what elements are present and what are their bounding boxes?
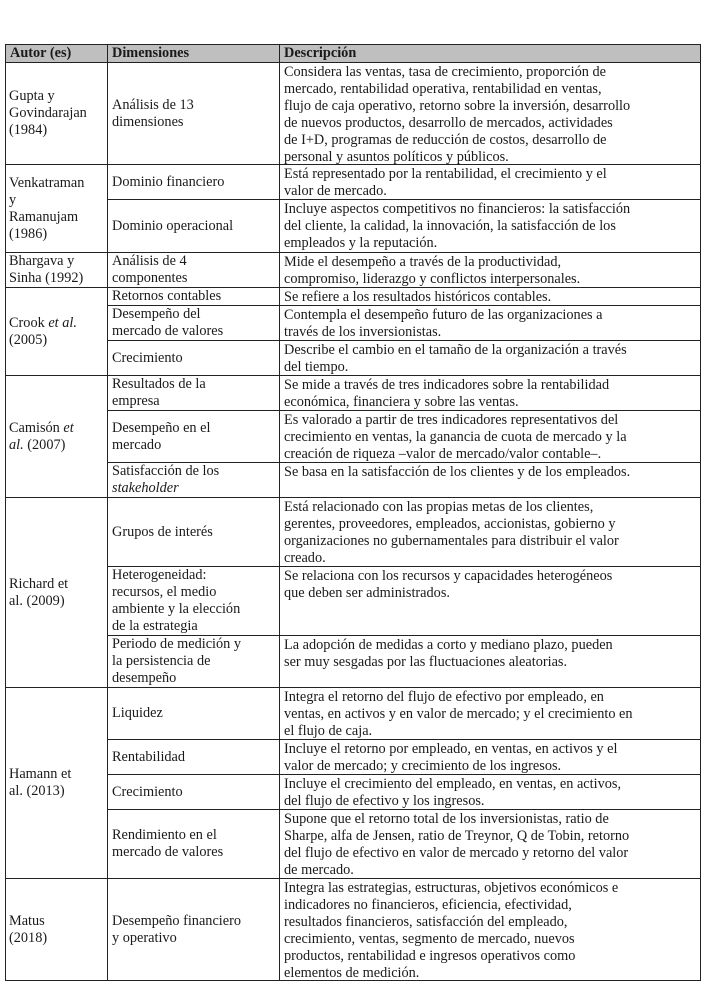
dimension-text [112,306,275,340]
dimension-text [112,288,275,305]
dimension-cell [107,164,280,200]
dimension-text [112,97,275,131]
dimension-text [112,636,275,687]
author-part: Camisón [9,419,64,436]
dimension-label: Satisfacción de los [112,463,220,479]
description-cell: Se basa en la satisfacción de los clientes y de los empleados. [279,462,701,498]
dimension-label: Crecimiento [112,349,183,366]
description-cell: Está relacionado con las propias metas de los clientes, gerentes, proveedores, empleados, accionistas, gobierno y organizaciones no gubernamentales para distribuir el valor creado. [279,497,701,567]
description-cell: Mide el desempeño a través de la productividad, compromiso, liderazgo y conflictos interpersonales. [279,252,701,288]
description-cell: Incluye aspectos competitivos no financieros: la satisfacción del cliente, la calidad, la innovación, la satisfacción de los empleados y la reputación. [279,199,701,253]
author-cell [5,878,108,981]
dimension-cell [107,340,280,376]
author-part: Matus (2018) [9,912,48,946]
author-part: Bhargava y Sinha (1992) [9,253,84,286]
dimension-cell [107,739,280,775]
dimension-text [112,463,275,497]
author-text [9,576,103,610]
author-part: Hamann et al. (2013) [9,766,72,799]
dimension-italic: stakeholder [112,480,179,496]
author-text [9,315,103,349]
author-part: Gupta y Govindarajan (1984) [9,88,87,138]
description-cell: Se relaciona con los recursos y capacidades heterogéneos que deben ser administrados. [279,566,701,636]
dimension-cell [107,878,280,981]
dimension-text [112,524,275,541]
dimension-cell [107,62,280,165]
dimension-label: Análisis de 4 componentes [112,253,188,286]
author-cell [5,287,108,376]
description-cell: Considera las ventas, tasa de crecimiento, proporción de mercado, rentabilidad operativa, rentabilidad en ventas, flujo de caja operativo, retorno sobre la inversión, desarrollo de nuevos productos, desarrollo de mercados, actividades de I+D, programas de reducción de costos, desarrollo de personal y asuntos políticos y públicos. [279,62,701,165]
dimension-cell [107,305,280,341]
header-dimensions: Dimensiones [107,44,280,63]
author-text [9,175,103,243]
header-description: Descripción [279,44,701,63]
dimension-label: Retornos contables [112,288,222,304]
dimension-label: Desempeño del mercado de valores [112,306,224,339]
description-cell: Supone que el retorno total de los inversionistas, ratio de Sharpe, alfa de Jensen, ratio de Treynor, Q de Tobin, retorno del flujo de efectivo en valor de mercado y retorno del valor de mercado. [279,809,701,879]
author-text [9,766,103,800]
dimension-text [112,827,275,861]
description-cell: La adopción de medidas a corto y mediano plazo, pueden ser muy sesgadas por las fluctuaciones aleatorias. [279,635,701,688]
dimension-label: Heterogeneidad: recursos, el medio ambiente y la elección de la estrategia [112,567,241,634]
dimension-label: Desempeño financiero y operativo [112,912,242,946]
dimension-label: Desempeño en el mercado [112,419,211,453]
dimension-text [112,913,275,947]
author-part: et al. [48,314,77,331]
dimension-text [112,376,275,410]
description-cell: Es valorado a partir de tres indicadores representativos del crecimiento en ventas, la ganancia de cuota de mercado y la creación de riqueza –valor de mercado/valor contable–. [279,410,701,463]
dimension-cell [107,462,280,498]
author-part: et al. [9,419,74,453]
dimension-cell [107,566,280,636]
dimension-cell [107,687,280,740]
dimension-text [112,705,275,722]
dimension-label: Periodo de medición y la persistencia de desempeño [112,636,242,686]
dimension-cell [107,635,280,688]
author-cell [5,687,108,879]
dimension-label: Dominio operacional [112,217,234,234]
dimension-text [112,749,275,766]
dimension-text [112,253,275,287]
dimension-cell [107,199,280,253]
author-cell [5,62,108,165]
author-part: (2005) [9,331,48,348]
author-part: Venkatraman y Ramanujam (1986) [9,174,85,242]
author-text [9,420,103,454]
description-cell: Está representado por la rentabilidad, el crecimiento y el valor de mercado. [279,164,701,200]
author-part: Richard et al. (2009) [9,575,69,609]
description-cell: Describe el cambio en el tamaño de la organización a través del tiempo. [279,340,701,376]
description-cell: Se mide a través de tres indicadores sobre la rentabilidad económica, financiera y sobre las ventas. [279,375,701,411]
dimension-text [112,350,275,367]
author-part: (2007) [23,436,66,453]
dimension-label: Liquidez [112,705,163,721]
author-text [9,913,103,947]
dimension-text [112,567,275,635]
dimension-cell [107,774,280,810]
description-cell: Integra el retorno del flujo de efectivo por empleado, en ventas, en activos y en valor de mercado; y el crecimiento en el flujo de caja. [279,687,701,740]
author-cell [5,497,108,688]
dimension-label: Grupos de interés [112,523,213,540]
dimension-cell [107,809,280,879]
author-cell [5,164,108,253]
author-text [9,253,103,287]
description-cell: Se refiere a los resultados históricos contables. [279,287,701,306]
author-cell [5,252,108,288]
dimension-cell [107,410,280,463]
author-text [9,88,103,139]
dimension-text [112,784,275,801]
dimension-label: Crecimiento [112,783,183,800]
author-part: Crook [9,314,49,331]
dimension-cell [107,375,280,411]
author-cell [5,375,108,498]
dimension-label: Resultados de la empresa [112,376,206,409]
dimension-text [112,218,275,235]
dimension-text [112,174,275,191]
header-author: Autor (es) [5,44,108,63]
dimension-label: Dominio financiero [112,173,225,190]
dimension-label: Rendimiento en el mercado de valores [112,827,224,860]
dimension-text [112,420,275,454]
description-cell: Incluye el crecimiento del empleado, en ventas, en activos, del flujo de efectivo y los ingresos. [279,774,701,810]
dimension-cell [107,287,280,306]
dimension-cell [107,252,280,288]
dimension-cell [107,497,280,567]
description-cell: Incluye el retorno por empleado, en ventas, en activos y el valor de mercado; y crecimiento de los ingresos. [279,739,701,775]
dimension-label: Análisis de 13 dimensiones [112,96,194,130]
description-cell: Contempla el desempeño futuro de las organizaciones a través de los inversionistas. [279,305,701,341]
dimension-label: Rentabilidad [112,748,186,765]
description-cell: Integra las estrategias, estructuras, objetivos económicos e indicadores no financieros, eficiencia, efectividad, resultados financieros, satisfacción del empleado, crecimiento, ventas, segmento de mercado, nuevos productos, rentabilidad e ingresos operativos como elementos de medición. [279,878,701,981]
